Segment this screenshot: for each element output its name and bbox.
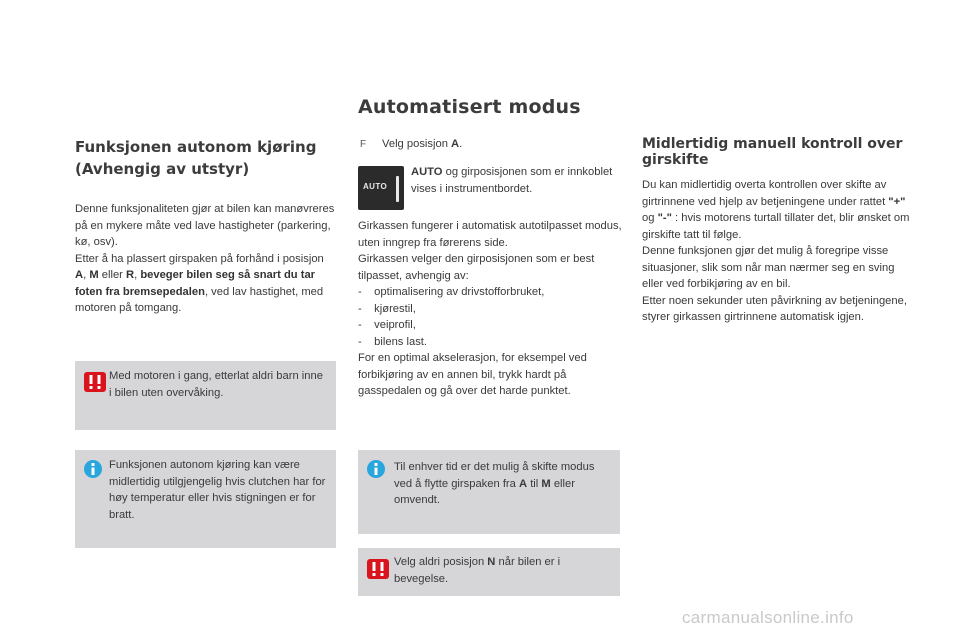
right-heading [642,136,912,168]
middle-paragraph [358,218,624,400]
left-p1-end: , ved lav hastighet, med motoren på tomgang. [75,285,324,314]
left-p1a: Denne funksjonaliteten gjør at bilen kan manøvreres på en mykere måte ved lave hastigheter (parkering, kø, osv). [75,203,335,248]
auto-text: og girposisjonen som er innkoblet vises i instrumentbordet. [411,166,613,195]
sep: eller [98,269,126,281]
page-title: Automatisert modus [358,96,581,118]
bullet-end: . [459,138,463,150]
watermark: carmanualsonline.info [682,608,854,627]
left-heading-line1: Funksjonen autonom kjøring [75,138,317,156]
instrument-display-image [358,166,404,210]
list-item: - veiprofil, [358,319,416,331]
left-p1b: Etter å ha plassert girspaken på forhånd i posisjon [75,252,324,265]
warning-text: Med motoren i gang, etterlat aldri barn inne i bilen uten overvåking. [109,370,323,399]
warn-a: Velg aldri posisjon [394,556,488,568]
pos-a: A [75,269,84,281]
minus-label: "-" [657,212,672,224]
info-icon [367,460,385,478]
middle-p1: Girkassen fungerer i automatisk autotilpasset modus, uten inngrep fra førerens side. [358,220,622,249]
bullet-icon: F [360,139,367,150]
middle-p2: Girkassen velger den girposisjonen som er best tilpasset, avhengig av: [358,253,595,282]
info-pos-m: M [541,477,551,490]
left-heading-line2: (Avhengig av utstyr) [75,160,250,178]
info-icon [84,460,102,478]
right-p1 [642,177,912,243]
list-item: - kjørestil, [358,302,416,315]
left-paragraph [75,201,337,317]
bullet-select-a [360,136,462,153]
display-gear-indicator [396,176,399,202]
plus-label: "+" [888,195,906,208]
info-box-mode [358,450,620,534]
sep: , [83,269,90,281]
warn-end: når bilen er i bevegelse. [394,556,561,585]
bullet-pos: A [451,138,460,150]
info-mode-text [394,459,612,509]
pos-m: M [89,269,99,281]
bold-phrase: beveger bilen seg så snart du tar foten fra bremsepedalen [75,269,316,298]
auto-bold: AUTO [411,166,443,178]
list-item: - bilens last. [358,335,428,348]
right-p1-end: : hvis motorens turtall tillater det, blir ønsket om girskifte tatt til følge. [642,212,910,241]
info-pos-a: A [519,477,528,490]
display-auto-label: AUTO [363,182,388,191]
right-p3: Etter noen sekunder uten påvirkning av betjeningene, styrer girkassen girtrinnene automatisk igjen. [642,294,907,323]
warn-pos-n: N [487,556,496,568]
info-end: eller omvendt. [394,477,575,506]
warning-icon [367,559,389,579]
info-mid: til [527,477,542,490]
og: og [642,212,658,224]
right-heading-line2: girskifte [642,152,709,168]
info-text: Funksjonen autonom kjøring kan være midlertidig utilgjengelig hvis clutchen har for høy temperatur eller hvis stigningen er for bratt. [109,459,326,521]
list-item: - optimalisering av drivstofforbruket, [358,286,545,298]
left-heading [75,136,335,180]
middle-p3: For en optimal akselerasjon, for eksempel ved forbikjøring av en annen bil, trykk hardt på gasspedalen og gå over det harde punktet. [358,352,587,397]
sep: , [134,269,141,281]
right-p2: Denne funksjonen gjør det mulig å foregripe visse situasjoner, slik som når man nærmer seg en sving eller ved forbikjøring av en bil. [642,245,895,290]
right-p1a: Du kan midlertidig overta kontrollen over skifte av girtrinnene ved hjelp av betjeningene under rattet [642,179,889,208]
info-box-clutch [75,450,336,548]
pos-r: R [126,269,135,281]
bullet-text: Velg posisjon [382,138,452,150]
right-paragraph [642,177,912,326]
right-heading-line1: Midlertidig manuell kontroll over [642,136,903,152]
info-mode-a: Til enhver tid er det mulig å skifte modus ved å flytte girspaken fra [394,461,595,490]
warning-icon [84,372,106,392]
warning-box-neutral [358,548,620,596]
warning-box-children [75,361,336,430]
auto-description [411,164,621,197]
warning-neutral-text [394,554,612,587]
